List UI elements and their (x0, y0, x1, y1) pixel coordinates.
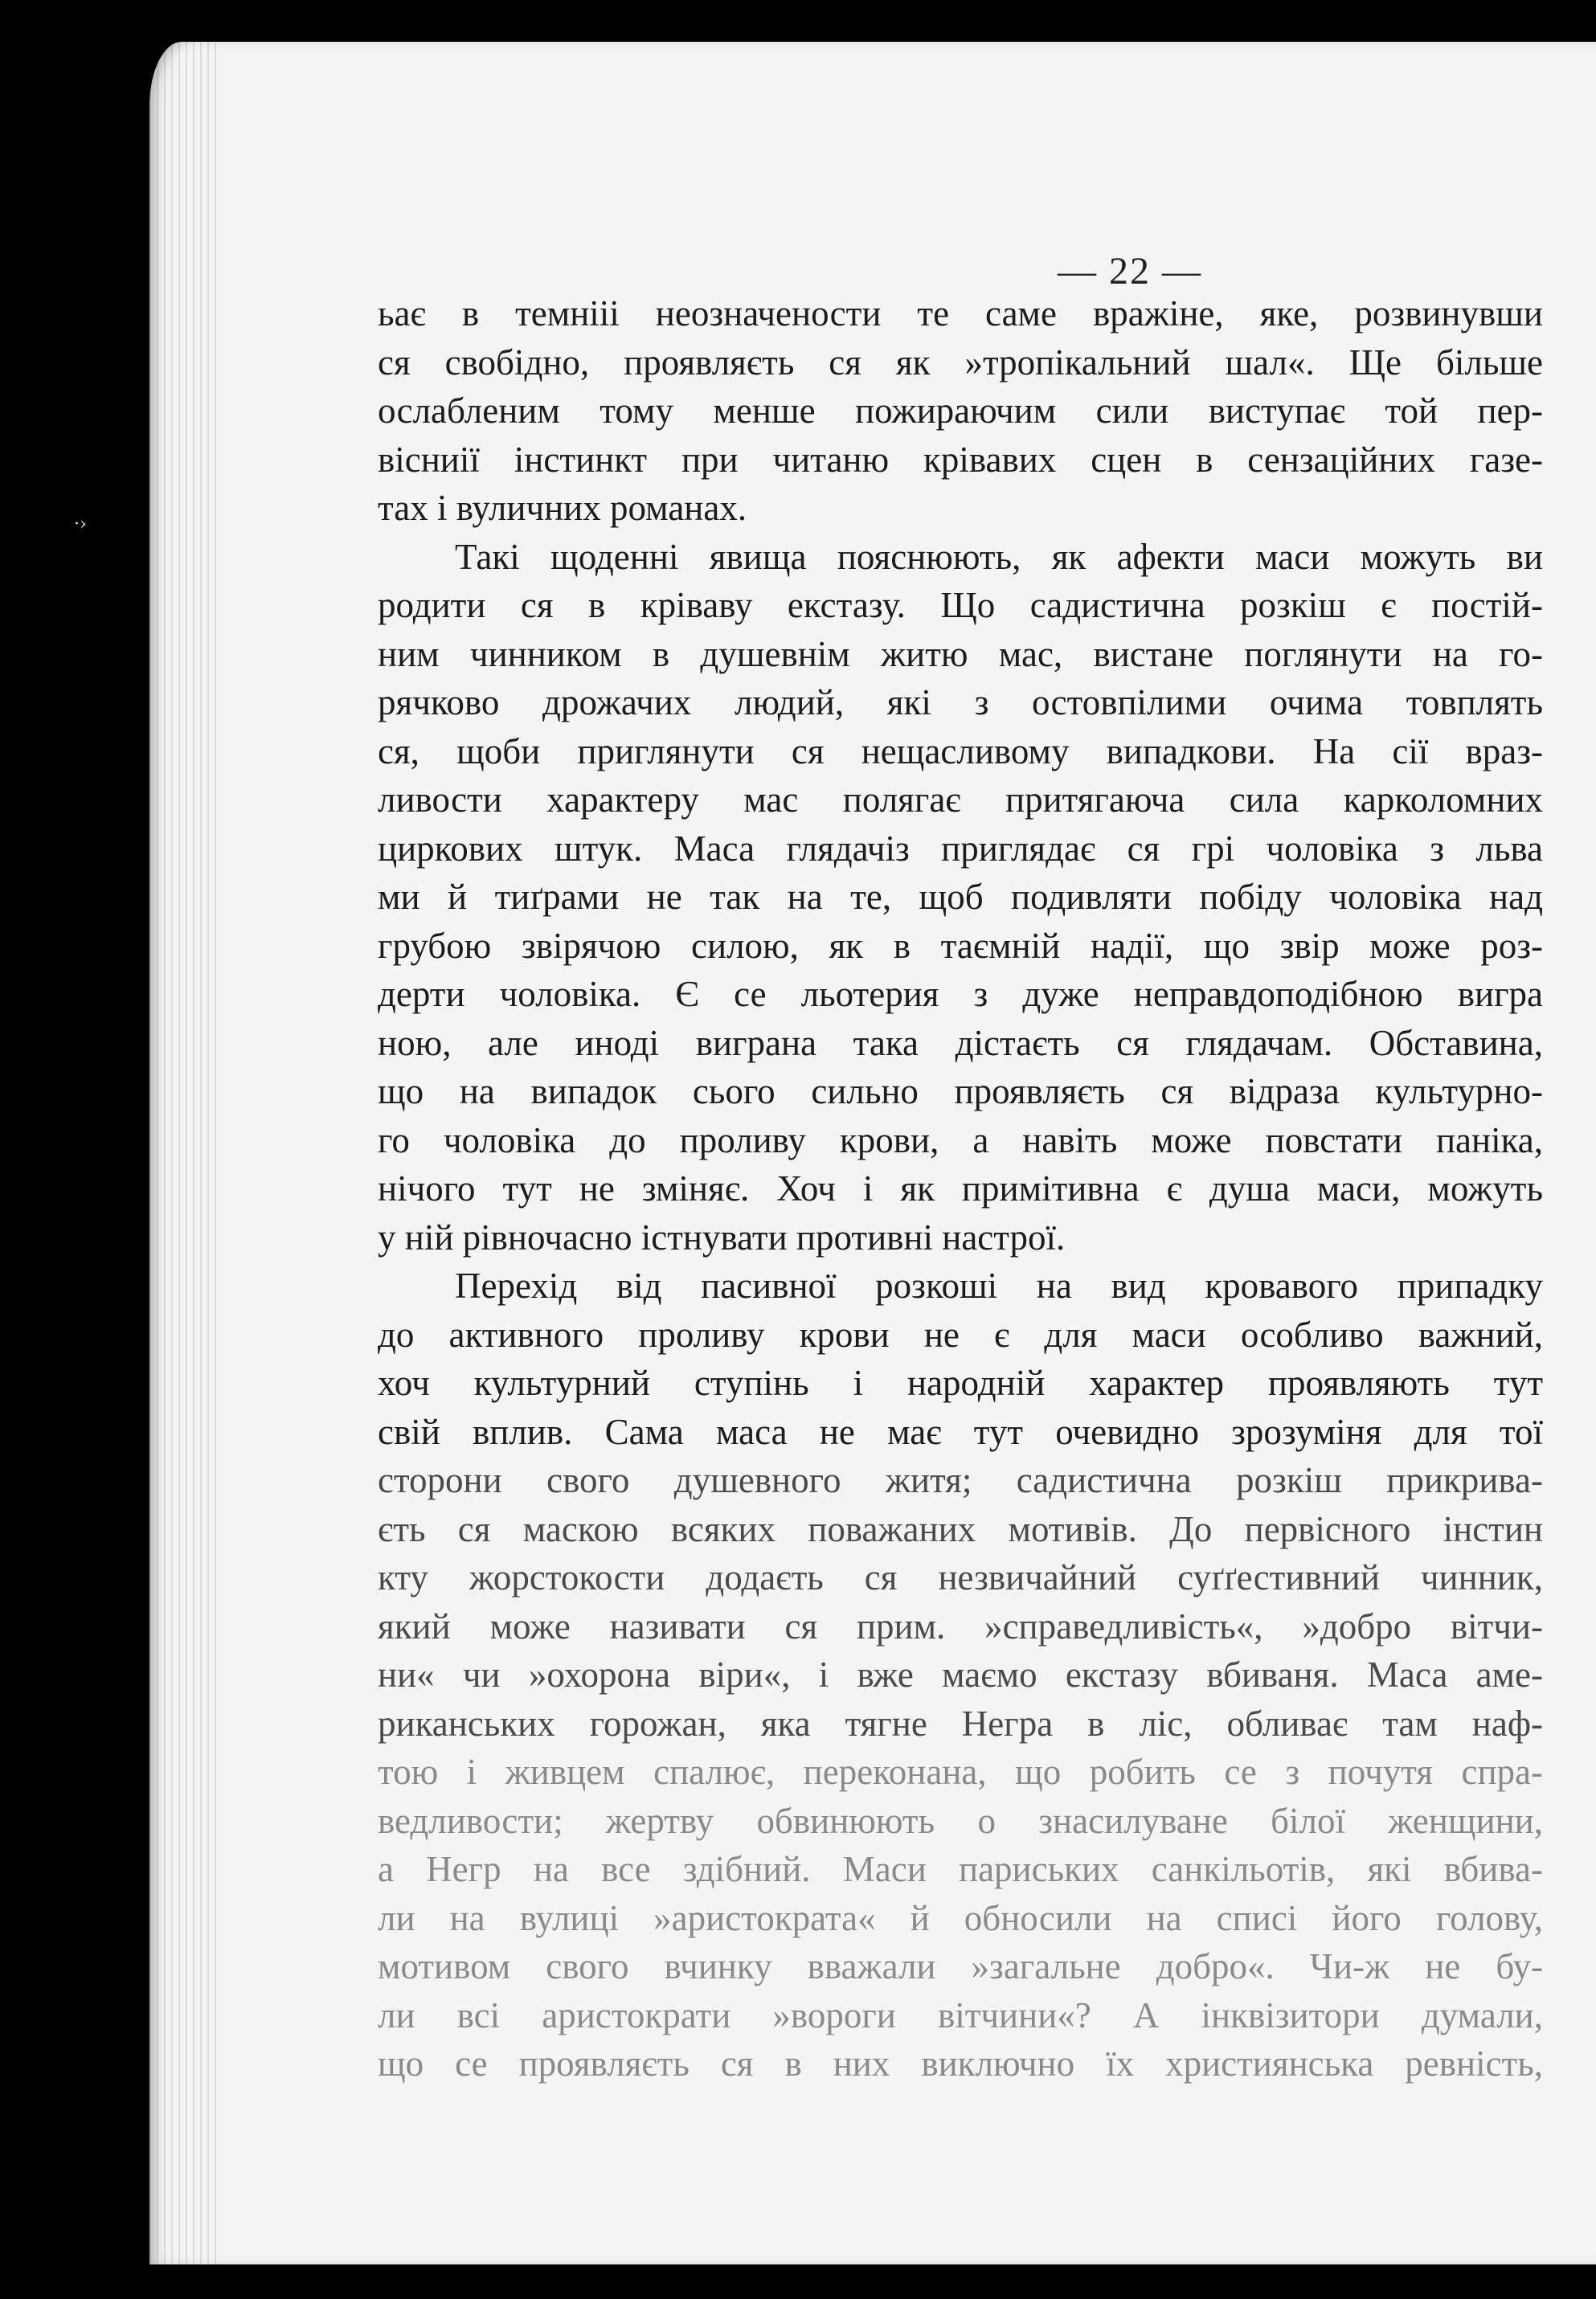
text-line: тах і вуличних романах. (378, 488, 747, 528)
text-line: ли всі аристократи »вороги вітчини«? А інквізитори думали, (378, 1994, 1543, 2035)
text-line: свій вплив. Сама маса не має тут очевидно зрозуміня для тої (378, 1411, 1543, 1452)
text-line: ослабленим тому менше пожираючим сили виступає той пер- (378, 391, 1543, 431)
text-line: цирковиx штук. Маса глядачіз приглядає ся грі чоловіка з льва (378, 828, 1543, 869)
text-line: що се проявляєть ся в них виключно їх християнська ревність, (378, 2043, 1543, 2084)
text-line: риканських горожан, яка тягне Негра в ліс, обливає там наф- (378, 1703, 1543, 1744)
text-line: го чоловіка до проливу крови, а навіть може повстати паніка, (378, 1119, 1543, 1160)
text-line: що на випадок сього сильно проявляєть ся відраза культурно- (378, 1071, 1543, 1111)
text-line: у ній рівночасно істнувати противні настрої. (378, 1217, 1066, 1258)
text-line: ливости характеру мас полягає притягаюча сила карколомних (378, 779, 1543, 820)
text-line: ьає в темнііі неозначености те саме вражіне, яке, розвинувши (378, 293, 1543, 333)
text-line: грубою звірячою силою, як в таємній надії, що звір може роз- (378, 925, 1543, 966)
page-edge-stack (149, 42, 222, 2264)
text-line: тою і живцем спалює, переконана, що робить се з почутя спра- (378, 1752, 1543, 1792)
text-line: Такі щоденні явища пояснюють, як афекти маси можуть ви (455, 536, 1543, 577)
text-line: хоч культурний ступінь і народній характер проявляють тут (378, 1363, 1543, 1403)
body-text (378, 289, 1543, 2088)
text-line: дерти чоловіка. Є се льотерия з дуже неправдоподібною вигра (378, 974, 1543, 1014)
text-line: нічого тут не зміняє. Хоч і як примітивна є душа маси, можуть (378, 1168, 1543, 1209)
text-line: сторони свого душевного житя; садистична розкіш прикрива- (378, 1460, 1543, 1500)
text-line: ся свобідно, проявляєть ся як »тропікальний шал«. Ще більше (378, 342, 1543, 382)
text-line: ни« чи »охорона віри«, і вже маємо екстазу вбиваня. Маса аме- (378, 1655, 1543, 1695)
text-line: кту жорстокости додаєть ся незвичайний суґґестивний чинник, (378, 1557, 1543, 1597)
text-line: мотивом свого вчинку вважали »загальне добро«. Чи-ж не бу- (378, 1946, 1543, 1986)
page-number: — 22 — (1058, 250, 1202, 292)
text-line: який може називати ся прим. »справедливість«, »добро вітчи- (378, 1606, 1543, 1647)
text-line: рячково дрожачих людий, які з остовпілими очима товплять (378, 682, 1543, 722)
text-line: ми й тиґрами не так на те, щоб подивляти побіду чоловіка над (378, 877, 1543, 917)
margin-mark: ·› (74, 514, 87, 534)
text-line: до активного проливу крови не є для маси особливо важний, (378, 1314, 1543, 1355)
text-line: вісниії інстинкт при читаню крівавих сцен в сензаційних газе- (378, 439, 1543, 480)
text-line: ли на вулиці »аристократа« й обносили на списі його голову, (378, 1897, 1543, 1938)
text-line: ним чинником в душевнім житю мас, вистане поглянути на го- (378, 633, 1543, 674)
text-line: а Негр на все здібний. Маси париських санкільотів, які вбива- (378, 1849, 1543, 1889)
text-line: родити ся в кріваву екстазу. Що садистична розкіш є постій- (378, 585, 1543, 625)
text-line: ся, щоби приглянути ся нещасливому випадкови. На сії враз- (378, 730, 1543, 771)
text-line: ведливости; жертву обвинюють о знасилуване білої женщини, (378, 1800, 1543, 1841)
text-line: Перехід від пасивної розкоші на вид кровавого припадку (455, 1266, 1543, 1306)
text-line: ною, але иноді виграна така дістаєть ся глядачам. Обставина, (378, 1022, 1543, 1063)
text-line: єть ся маскою всяких поважаних мотивів. До первісного інстин (378, 1508, 1543, 1549)
